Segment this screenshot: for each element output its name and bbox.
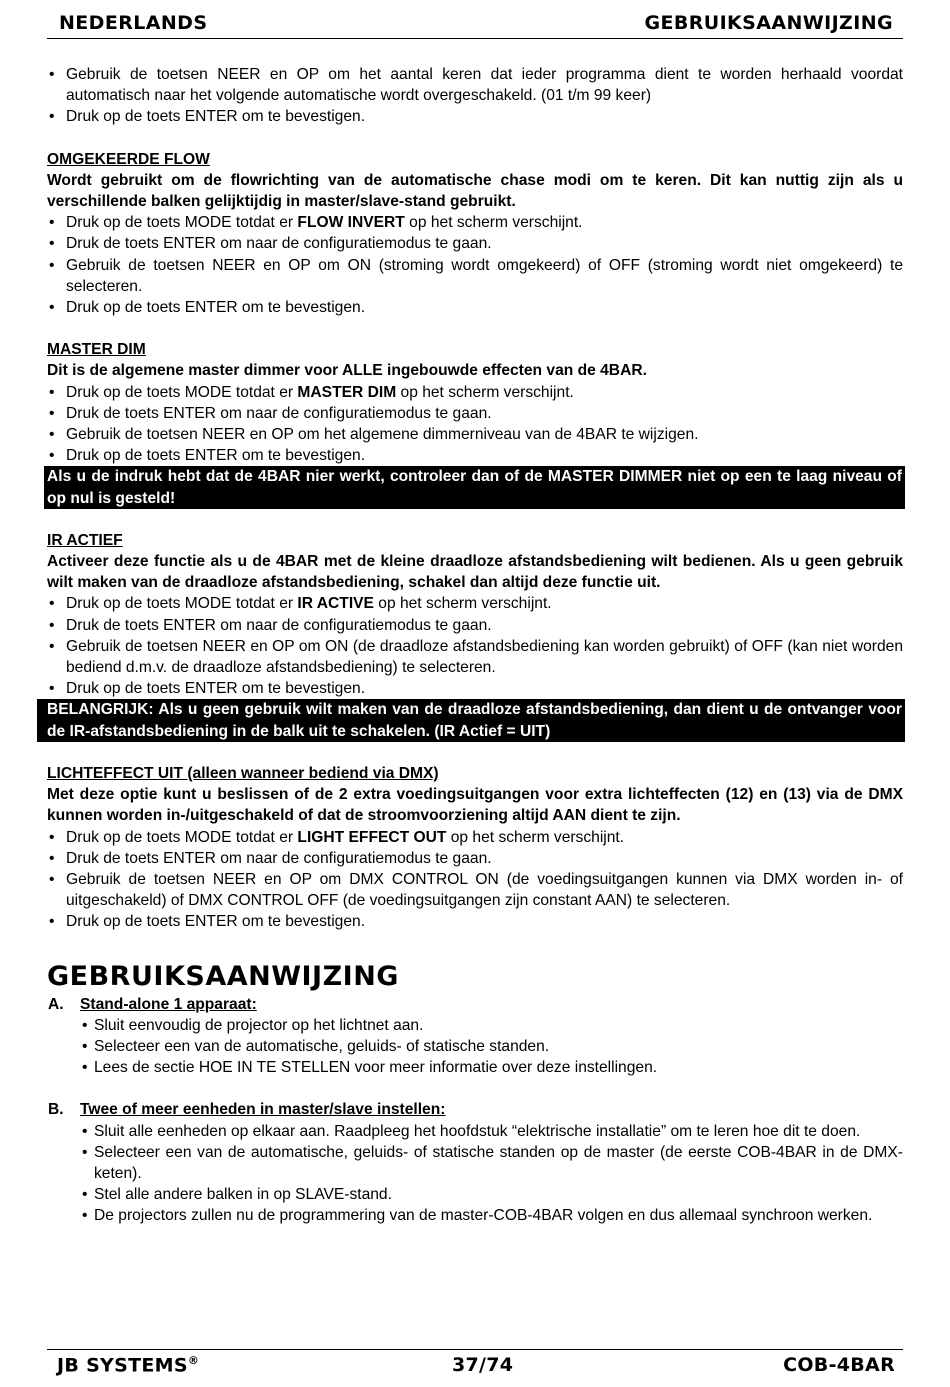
- list-item: • Druk de toets ENTER om naar de configuratiemodus te gaan.: [49, 235, 492, 253]
- section-title: MASTER DIM: [47, 341, 146, 359]
- header-language: NEDERLANDS: [59, 12, 208, 34]
- section-title: LICHTEFFECT UIT (alleen wanneer bediend via DMX): [47, 764, 439, 782]
- steps-list: [47, 382, 903, 467]
- steps-list: [47, 827, 903, 933]
- list-item: • Druk op de toets MODE totdat er MASTER DIM op het scherm verschijnt.: [49, 383, 574, 401]
- section-description: Dit is de algemene master dimmer voor ALLE ingebouwde effecten van de 4BAR.: [47, 362, 647, 380]
- steps-list: [80, 1121, 903, 1227]
- section-flow-invert: [47, 149, 903, 319]
- list-item: • Selecteer een van de automatische, geluids- of statische standen op de master (de eerste COB-4BAR in de DMX-keten).: [82, 1143, 903, 1182]
- list-item: • Druk op de toets ENTER om te bevestigen.: [49, 447, 366, 465]
- list-item: • Gebruik de toetsen NEER en OP om het algemene dimmerniveau van de 4BAR te wijzigen.: [49, 426, 699, 444]
- usage-heading: GEBRUIKSAANWIJZING: [47, 960, 399, 992]
- important-note: BELANGRIJK: Als u geen gebruik wilt maken van de draadloze afstandsbediening, dan dient u de ontvanger voor de IR-afstandsbediening in de balk uit te schakelen. (IR Actief = UIT): [37, 699, 905, 741]
- page-footer: [47, 1349, 903, 1380]
- list-item: • Sluit alle eenheden op elkaar aan. Raadpleeg het hoofdstuk “elektrische installatie” om te leren hoe dit te doen.: [82, 1122, 861, 1140]
- page-content: [47, 64, 903, 1227]
- subsection-title: Stand-alone 1 apparaat:: [80, 995, 257, 1013]
- section-description: Wordt gebruikt om de flowrichting van de automatische chase modi om te keren. Dit kan nuttig zijn als u verschillende balken gelijktijdig in master/slave-stand gebruikt.: [47, 171, 903, 211]
- page-header: [47, 10, 903, 39]
- section-ir-active: [47, 530, 903, 742]
- list-item: • Druk op de toets MODE totdat er FLOW INVERT op het scherm verschijnt.: [49, 214, 583, 232]
- footer-model: COB-4BAR: [783, 1354, 895, 1376]
- list-item: • Stel alle andere balken in op SLAVE-stand.: [82, 1186, 392, 1204]
- page-number: 37/74: [452, 1354, 514, 1376]
- section-description: Met deze optie kunt u beslissen of de 2 extra voedingsuitgangen voor extra lichteffecten (12) en (13) via de DMX kunnen worden in-/uitgeschakeld of dat de stroomvoorziening altijd AAN dient te zijn.: [47, 786, 903, 825]
- usage-section-a: [47, 994, 903, 1079]
- list-item: • Druk op de toets ENTER om te bevestigen.: [49, 108, 366, 126]
- section-title: OMGEKEERDE FLOW: [47, 150, 210, 168]
- list-item: • Gebruik de toetsen NEER en OP om het aantal keren dat ieder programma dient te worden herhaald voordat automatisch naar het volgende automatische wordt overgeschakeld. (01 t/m 99 keer): [49, 66, 903, 105]
- list-item: • Sluit eenvoudig de projector op het lichtnet aan.: [82, 1016, 424, 1034]
- section-title: IR ACTIEF: [47, 531, 123, 549]
- usage-section-b: [47, 1099, 903, 1226]
- section-letter: B.: [48, 1101, 64, 1119]
- list-item: • Druk op de toets ENTER om te bevestigen.: [49, 680, 366, 698]
- list-item: • Druk op de toets MODE totdat er LIGHT EFFECT OUT op het scherm verschijnt.: [49, 828, 625, 846]
- section-master-dim: [47, 339, 903, 509]
- section-light-effect-out: [47, 763, 903, 933]
- steps-list: [47, 212, 903, 318]
- list-item: • Gebruik de toetsen NEER en OP om ON (stroming wordt omgekeerd) of OFF (stroming wordt niet omgekeerd) te selecteren.: [49, 256, 903, 295]
- intro-list: [47, 64, 903, 128]
- list-item: • Druk de toets ENTER om naar de configuratiemodus te gaan.: [49, 849, 492, 867]
- header-title: GEBRUIKSAANWIJZING: [644, 12, 893, 34]
- list-item: • Druk op de toets MODE totdat er IR ACTIVE op het scherm verschijnt.: [49, 595, 552, 613]
- list-item: • Druk op de toets ENTER om te bevestigen.: [49, 913, 366, 931]
- section-letter: A.: [48, 995, 64, 1013]
- list-item: • Druk de toets ENTER om naar de configuratiemodus te gaan.: [49, 616, 492, 634]
- list-item: • Selecteer een van de automatische, geluids- of statische standen.: [82, 1037, 550, 1055]
- list-item: • Druk op de toets ENTER om te bevestigen.: [49, 299, 366, 317]
- steps-list: [80, 1015, 903, 1079]
- section-description: Activeer deze functie als u de 4BAR met de kleine draadloze afstandsbediening wilt bedienen. Als u geen gebruik wilt maken van de draadloze afstandsbediening, schakel dan altijd deze functie uit.: [47, 553, 903, 592]
- list-item: • Gebruik de toetsen NEER en OP om DMX CONTROL ON (de voedingsuitgangen kunnen via DMX worden in- of uitgeschakeld) of DMX CONTROL OFF (de voedingsuitgangen zijn constant AAN) te selecteren.: [49, 870, 903, 910]
- subsection-title: Twee of meer eenheden in master/slave instellen:: [80, 1101, 446, 1119]
- list-item: • De projectors zullen nu de programmering van de master-COB-4BAR volgen en dus allemaal synchroon werken.: [82, 1207, 873, 1225]
- list-item: • Gebruik de toetsen NEER en OP om ON (de draadloze afstandsbediening kan worden gebruikt) of OFF (kan niet worden bediend d.m.v. de draadloze afstandsbediening) te selecteren.: [49, 637, 903, 677]
- steps-list: [47, 593, 903, 699]
- list-item: • Lees de sectie HOE IN TE STELLEN voor meer informatie over deze instellingen.: [82, 1059, 658, 1077]
- footer-brand: JB SYSTEMS®: [57, 1354, 200, 1377]
- warning-note: Als u de indruk hebt dat de 4BAR nier werkt, controleer dan of de MASTER DIMMER niet op een te laag niveau of op nul is gesteld!: [44, 466, 905, 508]
- list-item: • Druk de toets ENTER om naar de configuratiemodus te gaan.: [49, 404, 492, 422]
